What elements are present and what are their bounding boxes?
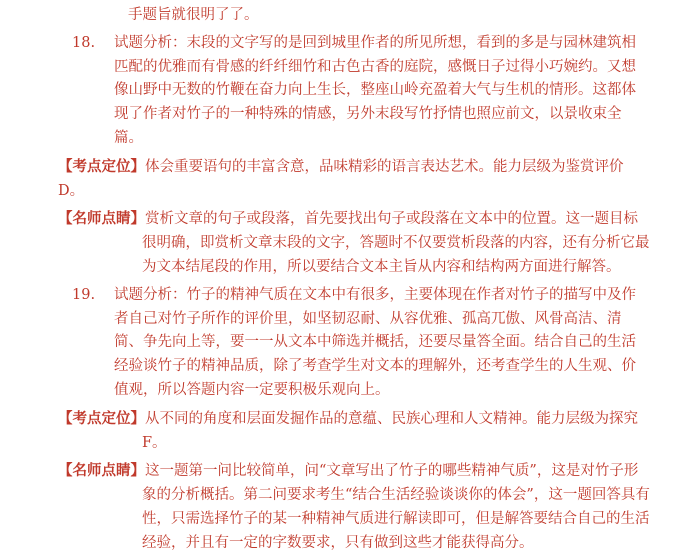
question-19-analysis	[72, 284, 650, 403]
question-19-analysis-label: 试题分析：	[114, 286, 187, 303]
question-18-analysis	[72, 32, 650, 151]
question-19-mingshi-tag: 【名师点睛】	[58, 462, 145, 480]
question-19-mingshi-text: 这一题第一问比较简单，问“文章写出了竹子的哪些精神气质”，这是对竹子形象的分析概括。第二问要求考生“结合生活经验谈谈你的体会”，这一题回答具有性，只需选择竹子的某一种精神气质进行解读即可，但是解答要结合自己的生活经验，并且有一定的字数要求，只有做到这些才能获得高分。	[142, 463, 650, 551]
question-18-mingshi-text: 赏析文章的句子或段落，首先要找出句子或段落在文本中的位置。这一题目标很明确，即赏析文章末段的文字，答题时不仅要赏析段落的内容，还有分析它最为文本结尾段的作用，所以要结合文本主旨从内容和结构两方面进行解答。	[142, 211, 650, 275]
question-18-mingshi-tag: 【名师点睛】	[58, 210, 145, 228]
question-18-kaodian	[58, 155, 650, 204]
question-18-analysis-text: 末段的文字写的是回到城里作者的所见所想，看到的多是与园林建筑相匹配的优雅而有骨感的纤纤细竹和古色古香的庭院，感慨日子过得小巧婉约。又想像山野中无数的竹鞭在奋力向上生长，整座山岭充盈着大气与生机的情形。这都体现了作者对竹子的一种特殊的情感，另外末段写竹抒情也照应前文，以景收束全篇。	[114, 34, 636, 146]
question-19-mingshi	[58, 459, 650, 555]
question-19-number: 19.	[72, 286, 96, 303]
question-18-kaodian-text: 体会重要语句的丰富含意，品味精彩的语言表达艺术。能力层级为鉴赏评价 D。	[58, 158, 624, 199]
question-19-kaodian	[58, 407, 650, 456]
question-19-kaodian-text: 从不同的角度和层面发掘作品的意蕴、民族心理和人文精神。能力层级为探究 F。	[142, 410, 638, 451]
question-19-kaodian-tag: 【考点定位】	[58, 409, 145, 427]
previous-answer-tail: 手题旨就很明了了。	[128, 7, 259, 23]
question-18-kaodian-tag: 【考点定位】	[58, 157, 145, 175]
question-19-analysis-text: 竹子的精神气质在文本中有很多，主要体现在作者对竹子的描写中及作者自己对竹子所作的评价里，如坚韧忍耐、从容优雅、孤高兀傲、风骨高洁、清简、争先向上等，要一一从文本中筛选并概括，还要尽量答全面。结合自己的生活经验谈竹子的精神品质，除了考查学生对文本的理解外，还考查学生的人生观、价值观，所以答题内容一定要积极乐观向上。	[114, 286, 636, 398]
question-18-mingshi	[58, 207, 650, 279]
question-18-analysis-label: 试题分析：	[114, 34, 187, 51]
question-18-number: 18.	[72, 34, 96, 51]
